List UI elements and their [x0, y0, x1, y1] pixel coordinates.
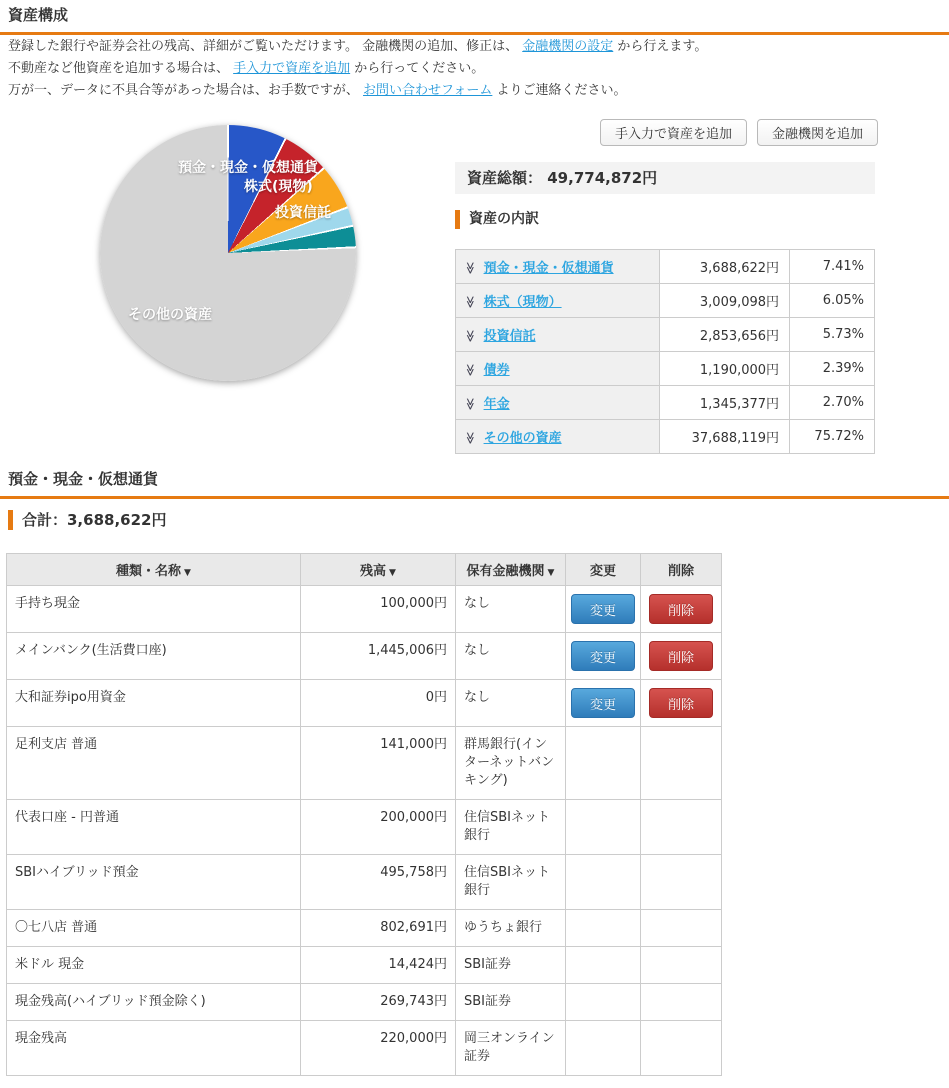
expand-chevron-icon[interactable]: ≫	[463, 295, 478, 309]
asset-institution: なし	[456, 680, 566, 727]
breakdown-amount: 3,009,098円	[660, 284, 790, 318]
asset-balance: 1,445,006円	[301, 633, 456, 680]
breakdown-link-stocks[interactable]: 株式（現物）	[483, 295, 562, 310]
asset-name: 米ドル 現金	[7, 947, 301, 984]
change-button[interactable]: 変更	[571, 688, 635, 718]
asset-name: 〇七八店 普通	[7, 910, 301, 947]
col-header-change: 変更	[566, 554, 641, 586]
breakdown-percent: 5.73%	[790, 318, 875, 352]
breakdown-percent: 75.72%	[790, 420, 875, 454]
asset-institution: 住信SBIネット銀行	[456, 855, 566, 910]
asset-balance: 200,000円	[301, 800, 456, 855]
asset-institution: なし	[456, 586, 566, 633]
pie-slice-label-stocks: 株式(現物)	[244, 179, 313, 195]
table-row	[7, 727, 722, 800]
table-row	[7, 633, 722, 680]
section-divider	[0, 464, 949, 499]
asset-pie-chart-wrap	[100, 125, 356, 381]
delete-button[interactable]: 削除	[649, 594, 713, 624]
table-row	[7, 910, 722, 947]
manual-add-asset-link[interactable]: 手入力で資産を追加	[233, 61, 351, 76]
table-row	[7, 586, 722, 633]
pie-slice-label-deposits: 預金・現金・仮想通貨	[178, 160, 318, 176]
intro-line-1: 登録した銀行や証券会社の残高、詳細がご覧いただけます。 金融機関の追加、修正は、 金融機関の設定 から行えます。	[8, 39, 708, 54]
table-row	[456, 318, 875, 352]
asset-balance: 0円	[301, 680, 456, 727]
asset-balance: 269,743円	[301, 984, 456, 1021]
breakdown-amount: 2,853,656円	[660, 318, 790, 352]
table-row	[7, 984, 722, 1021]
intro-line-3: 万が一、データに不具合等があった場合は、お手数ですが、 お問い合わせフォーム よりご連絡ください。	[8, 83, 627, 98]
table-row	[7, 855, 722, 910]
breakdown-link-funds[interactable]: 投資信託	[483, 329, 536, 344]
expand-chevron-icon[interactable]: ≫	[463, 363, 478, 377]
sort-arrow-icon: ▼	[547, 568, 555, 578]
asset-institution: 群馬銀行(インターネットバンキング)	[456, 727, 566, 800]
asset-balance: 100,000円	[301, 586, 456, 633]
table-row	[7, 800, 722, 855]
table-row	[456, 284, 875, 318]
deposits-table	[6, 553, 722, 1076]
total-assets-value: 49,774,872円	[547, 169, 658, 187]
table-row	[7, 680, 722, 727]
table-row	[456, 420, 875, 454]
asset-balance: 220,000円	[301, 1021, 456, 1076]
col-header-delete: 削除	[641, 554, 722, 586]
col-header-institution[interactable]: 保有金融機関 ▼	[456, 554, 566, 586]
total-assets-label: 資産総額：	[467, 169, 543, 187]
delete-button[interactable]: 削除	[649, 688, 713, 718]
breakdown-link-bonds[interactable]: 債券	[483, 363, 510, 378]
pie-slice-label-other: その他の資産	[128, 307, 212, 323]
deposits-total: 合計：3,688,622円	[8, 510, 166, 530]
table-row	[456, 386, 875, 420]
add-asset-manually-button[interactable]: 手入力で資産を追加	[600, 119, 747, 146]
breakdown-percent: 6.05%	[790, 284, 875, 318]
expand-chevron-icon[interactable]: ≫	[463, 431, 478, 445]
asset-name: 足利支店 普通	[7, 727, 301, 800]
page-title: 資産構成	[8, 6, 69, 24]
asset-institution: 岡三オンライン証券	[456, 1021, 566, 1076]
breakdown-amount: 1,190,000円	[660, 352, 790, 386]
breakdown-link-deposits[interactable]: 預金・現金・仮想通貨	[483, 261, 614, 276]
asset-balance: 141,000円	[301, 727, 456, 800]
intro-line-2: 不動産など他資産を追加する場合は、 手入力で資産を追加 から行ってください。	[8, 61, 485, 76]
asset-balance: 495,758円	[301, 855, 456, 910]
asset-name: SBIハイブリッド預金	[7, 855, 301, 910]
add-institution-button[interactable]: 金融機関を追加	[757, 119, 878, 146]
asset-name: メインバンク(生活費口座)	[7, 633, 301, 680]
delete-button[interactable]: 削除	[649, 641, 713, 671]
table-row	[7, 1021, 722, 1076]
table-row	[7, 947, 722, 984]
asset-balance: 802,691円	[301, 910, 456, 947]
change-button[interactable]: 変更	[571, 641, 635, 671]
breakdown-amount: 3,688,622円	[660, 250, 790, 284]
asset-name: 代表口座 - 円普通	[7, 800, 301, 855]
pie-slice-label-funds: 投資信託	[275, 205, 331, 221]
breakdown-percent: 7.41%	[790, 250, 875, 284]
breakdown-heading: 資産の内訳	[455, 210, 539, 229]
asset-institution: 住信SBIネット銀行	[456, 800, 566, 855]
asset-name: 現金残高	[7, 1021, 301, 1076]
asset-institution: SBI証券	[456, 947, 566, 984]
breakdown-percent: 2.39%	[790, 352, 875, 386]
expand-chevron-icon[interactable]: ≫	[463, 329, 478, 343]
table-row	[456, 352, 875, 386]
total-assets-bar	[455, 162, 875, 194]
col-header-name[interactable]: 種類・名称 ▼	[7, 554, 301, 586]
table-header-row	[7, 554, 722, 586]
breakdown-amount: 1,345,377円	[660, 386, 790, 420]
sort-arrow-icon: ▼	[389, 568, 396, 578]
expand-chevron-icon[interactable]: ≫	[463, 261, 478, 275]
asset-name: 手持ち現金	[7, 586, 301, 633]
intro-text	[8, 36, 707, 102]
deposits-section-title: 預金・現金・仮想通貨	[8, 470, 159, 488]
col-header-balance[interactable]: 残高 ▼	[301, 554, 456, 586]
asset-institution: ゆうちょ銀行	[456, 910, 566, 947]
change-button[interactable]: 変更	[571, 594, 635, 624]
asset-institution: SBI証券	[456, 984, 566, 1021]
breakdown-link-pension[interactable]: 年金	[483, 397, 510, 412]
asset-balance: 14,424円	[301, 947, 456, 984]
asset-name: 現金残高(ハイブリッド預金除く)	[7, 984, 301, 1021]
sort-arrow-icon: ▼	[184, 568, 191, 578]
breakdown-percent: 2.70%	[790, 386, 875, 420]
section-divider	[0, 0, 949, 35]
asset-breakdown-table	[455, 249, 875, 454]
table-row	[456, 250, 875, 284]
asset-institution: なし	[456, 633, 566, 680]
breakdown-link-other[interactable]: その他の資産	[483, 431, 562, 446]
expand-chevron-icon[interactable]: ≫	[463, 397, 478, 411]
institution-settings-link[interactable]: 金融機関の設定	[522, 39, 614, 54]
contact-form-link[interactable]: お問い合わせフォーム	[363, 83, 493, 98]
breakdown-amount: 37,688,119円	[660, 420, 790, 454]
asset-name: 大和証券ipo用資金	[7, 680, 301, 727]
